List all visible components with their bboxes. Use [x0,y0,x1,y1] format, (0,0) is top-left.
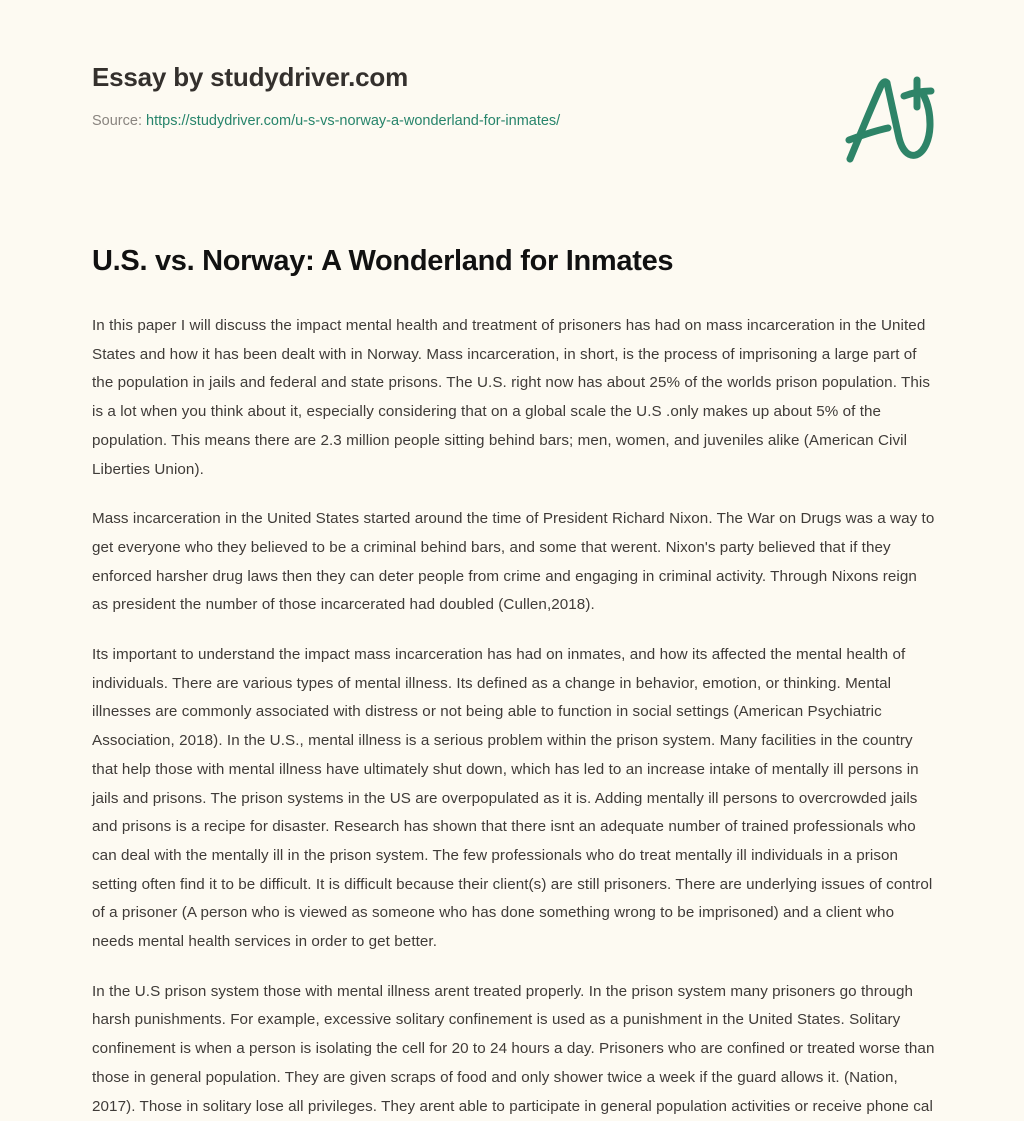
page-header [0,0,1024,200]
paragraph: In the U.S prison system those with mental illness arent treated properly. In the prison system many prisoners go through harsh punishments. For example, excessive solitary confinement is used as a punishment in the United States. Solitary confinement is when a person is isolating the cell for 20 to 24 hours a day. Prisoners who are confined or treated worse than those in general population. They are given scraps of food and only shower twice a week if the guard allows it. (Nation, 2017). Those in solitary lose all privileges. They arent able to participate in general population activities or receive phone cal [92,982,935,1115]
paragraph: Mass incarceration in the United States started around the time of President Richard Nixon. The War on Drugs was a way to get everyone who they believed to be a criminal behind bars, and some that werent. Nixon's party believed that if they enforced harsher drug laws then they can deter people from crime and engaging in criminal activity. Through Nixons reign as president the number of those incarcerated had doubled (Cullen,2018). [92,510,935,614]
byline: Essay by studydriver.com [92,62,409,92]
paragraph: In this paper I will discuss the impact mental health and treatment of prisoners has had on mass incarceration in the United States and how it has been dealt with in Norway. Mass incarceration, in short, is the process of imprisoning a large part of the population in jails and federal and state prisons. The U.S. right now has about 25% of the worlds prison population. This is a lot when you think about it, especially considering that on a global scale the U.S .only makes up about 5% of the population. This means there are 2.3 million people sitting behind bars; men, women, and juveniles alike (American Civil Liberties Union). [92,317,931,478]
source-line [92,112,936,131]
paragraph: Its important to understand the impact mass incarceration has had on inmates, and how its affected the mental health of individuals. There are various types of mental illness. Its defined as a change in behavior, emotion, or thinking. Mental illnesses are commonly associated with distress or not being able to function in social settings (American Psychiatric Association, 2018). In the U.S., mental illness is a serious problem within the prison system. Many facilities in the country that help those with mental illness have ultimately shut down, which has led to an increase intake of mentally ill persons in jails and prisons. The prison systems in the US are overpopulated as it is. Adding mentally ill persons to overcrowded jails and prisons is a recipe for disaster. Research has shown that there isnt an adequate number of trained professionals who can deal with the mentally ill in the prison system. The few professionals who do treat mentally ill individuals in a prison setting often find it to be difficult. It is difficult because their client(s) are still prisoners. There are underlying issues of control of a prisoner (A person who is viewed as someone who has done something wrong to be imprisoned) and a client who needs mental health services in order to get better. [92,646,933,951]
source-label: Source: [92,113,142,130]
source-url-link[interactable]: https://studydriver.com/u-s-vs-norway-a-wonderland-for-inmates/ [146,113,561,130]
page-title: U.S. vs. Norway: A Wonderland for Inmates [92,245,674,277]
essay-body [0,312,1024,1121]
a-plus-logo-icon [832,62,952,182]
